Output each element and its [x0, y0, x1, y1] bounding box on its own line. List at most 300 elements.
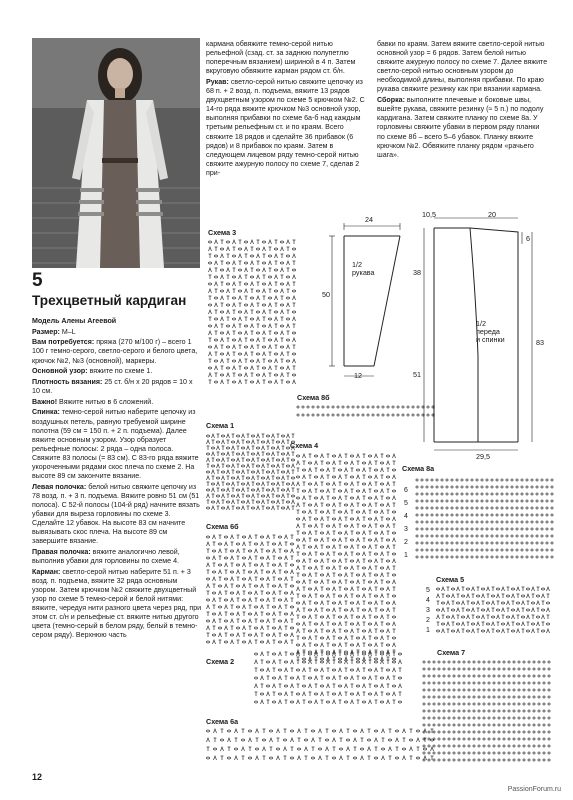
crochet-symbol	[212, 488, 215, 492]
crochet-symbol	[249, 598, 252, 602]
crochet-symbol	[268, 318, 271, 320]
crochet-symbol	[266, 435, 269, 437]
crochet-symbol	[332, 730, 335, 732]
crochet-symbol	[363, 668, 366, 672]
crochet-symbol	[285, 598, 288, 602]
crochet-symbol	[332, 539, 335, 541]
crochet-symbol	[325, 739, 328, 741]
crochet-symbol	[287, 282, 290, 286]
crochet-symbol	[374, 730, 377, 732]
crochet-symbol	[375, 587, 378, 591]
crochet-symbol	[462, 695, 466, 699]
crochet-symbol	[216, 477, 219, 479]
crochet-symbol	[447, 730, 451, 734]
crochet-symbol	[267, 605, 270, 609]
crochet-symbol	[273, 612, 276, 616]
crochet-symbol	[445, 485, 449, 489]
crochet-symbol	[391, 413, 395, 417]
crochet-symbol	[208, 283, 211, 285]
crochet-symbol	[215, 247, 218, 251]
crochet-symbol	[256, 738, 259, 742]
crochet-symbol	[500, 541, 504, 545]
crochet-symbol	[306, 413, 310, 417]
crochet-symbol	[506, 595, 509, 597]
crochet-symbol	[296, 669, 299, 671]
crochet-symbol	[278, 578, 281, 580]
crochet-symbol	[374, 574, 377, 576]
crochet-symbol	[244, 367, 247, 369]
crochet-symbol	[432, 723, 436, 727]
crochet-symbol	[527, 716, 531, 720]
crochet-symbol	[369, 676, 372, 680]
crochet-symbol	[219, 556, 222, 560]
crochet-symbol	[550, 527, 554, 531]
crochet-symbol	[457, 615, 460, 619]
crochet-symbol	[393, 580, 396, 584]
crochet-symbol	[285, 626, 288, 630]
crochet-symbol	[267, 535, 270, 539]
crochet-symbol	[522, 629, 525, 633]
crochet-symbol	[290, 627, 293, 629]
crochet-symbol	[406, 405, 410, 409]
crochet-symbol	[381, 496, 384, 500]
crochet-symbol	[362, 462, 365, 464]
crochet-symbol	[263, 352, 266, 356]
crochet-symbol	[442, 660, 446, 664]
crochet-symbol	[522, 702, 526, 706]
crochet-symbol	[242, 470, 245, 474]
crochet-symbol	[440, 548, 444, 552]
crochet-symbol	[252, 458, 255, 462]
crochet-symbol	[332, 644, 335, 646]
crochet-symbol	[315, 545, 318, 549]
crochet-symbol	[422, 730, 426, 734]
crochet-symbol	[446, 595, 449, 597]
crochet-symbol	[247, 506, 250, 510]
crochet-symbol	[512, 681, 516, 685]
crochet-symbol	[522, 688, 526, 692]
crochet-symbol	[260, 536, 263, 538]
crochet-symbol	[212, 634, 215, 636]
crochet-symbol	[208, 241, 211, 243]
crochet-symbol	[274, 353, 277, 355]
crochet-symbol	[214, 276, 217, 278]
crochet-symbol	[541, 609, 544, 611]
crochet-symbol	[315, 594, 318, 598]
crochet-symbol	[356, 490, 359, 492]
crochet-symbol	[212, 506, 215, 510]
crochet-symbol	[296, 693, 299, 695]
crochet-symbol	[472, 702, 476, 706]
crochet-symbol	[231, 598, 234, 602]
crochet-symbol	[297, 566, 300, 570]
crochet-symbol	[207, 542, 210, 546]
crochet-symbol	[280, 262, 283, 264]
crochet-symbol	[251, 261, 254, 265]
crochet-symbol	[425, 478, 429, 482]
crochet-symbol	[550, 506, 554, 510]
crochet-symbol	[357, 482, 360, 486]
crochet-symbol	[266, 489, 269, 491]
crochet-symbol	[547, 660, 551, 664]
crochet-symbol	[247, 482, 250, 486]
crochet-symbol	[269, 324, 272, 328]
crochet-symbol	[517, 716, 521, 720]
crochet-symbol	[381, 573, 384, 577]
crochet-symbol	[357, 517, 360, 521]
crochet-symbol	[321, 601, 324, 605]
crochet-symbol	[315, 676, 318, 680]
crochet-symbol	[233, 282, 236, 286]
crochet-symbol	[339, 587, 342, 591]
crochet-symbol	[467, 594, 470, 598]
crochet-symbol	[262, 452, 265, 456]
crochet-symbol	[275, 282, 278, 286]
crochet-symbol	[537, 608, 540, 612]
crochet-symbol	[339, 650, 342, 654]
crochet-symbol	[281, 373, 284, 377]
crochet-symbol	[492, 601, 495, 605]
crochet-symbol	[457, 674, 461, 678]
crochet-symbol	[293, 359, 296, 363]
crochet-symbol	[345, 559, 348, 563]
crochet-symbol	[245, 247, 248, 251]
crochet-symbol	[242, 494, 245, 498]
paragraph-main-pattern: Основной узор: вяжите по схеме 1.	[32, 367, 153, 376]
crochet-symbol	[271, 501, 274, 503]
crochet-symbol	[535, 485, 539, 489]
crochet-symbol	[245, 373, 248, 377]
crochet-symbol	[248, 550, 251, 552]
crochet-symbol	[345, 692, 348, 696]
crochet-symbol	[545, 555, 549, 559]
crochet-symbol	[287, 470, 290, 474]
crochet-symbol	[215, 303, 218, 307]
crochet-symbol	[437, 695, 441, 699]
crochet-symbol	[339, 748, 342, 750]
crochet-symbol	[257, 303, 260, 307]
crochet-symbol	[339, 503, 342, 507]
crochet-symbol	[507, 744, 511, 748]
crochet-symbol	[422, 695, 426, 699]
crochet-symbol	[232, 297, 235, 299]
crochet-symbol	[422, 660, 426, 664]
crochet-symbol	[476, 616, 479, 618]
crochet-symbol	[267, 494, 270, 498]
crochet-symbol	[461, 616, 464, 618]
crochet-symbol	[345, 517, 348, 521]
crochet-symbol	[535, 499, 539, 503]
crochet-symbol	[381, 413, 385, 417]
crochet-symbol	[450, 520, 454, 524]
crochet-symbol	[542, 744, 546, 748]
crochet-symbol	[477, 587, 480, 591]
crochet-symbol	[302, 574, 305, 576]
crochet-symbol	[415, 555, 419, 559]
crochet-symbol	[339, 482, 342, 486]
crochet-symbol	[550, 520, 554, 524]
crochet-symbol	[219, 591, 222, 595]
crochet-symbol	[512, 737, 516, 741]
crochet-symbol	[527, 702, 531, 706]
crochet-symbol	[309, 636, 312, 640]
crochet-symbol	[236, 585, 239, 587]
crochet-symbol	[339, 454, 342, 458]
crochet-symbol	[425, 527, 429, 531]
crochet-symbol	[227, 338, 230, 342]
crochet-symbol	[351, 650, 354, 654]
crochet-symbol	[308, 609, 311, 611]
crochet-symbol	[227, 458, 230, 462]
crochet-symbol	[221, 366, 224, 370]
crochet-symbol	[545, 513, 549, 517]
crochet-symbol	[480, 513, 484, 517]
crochet-symbol	[290, 606, 293, 608]
crochet-symbol	[209, 338, 212, 342]
crochet-symbol	[298, 756, 301, 760]
crochet-symbol	[368, 518, 371, 520]
crochet-symbol	[338, 490, 341, 492]
crochet-symbol	[221, 756, 224, 760]
crochet-symbol	[374, 757, 377, 759]
crochet-symbol	[261, 459, 264, 461]
crochet-symbol	[321, 608, 324, 612]
crochet-symbol	[455, 534, 459, 538]
crochet-symbol	[301, 405, 305, 409]
crochet-symbol	[217, 482, 220, 486]
crochet-symbol	[406, 413, 410, 417]
crochet-symbol	[219, 640, 222, 644]
crochet-symbol	[297, 587, 300, 591]
crochet-symbol	[303, 538, 306, 542]
crochet-symbol	[207, 476, 210, 480]
crochet-symbol	[442, 758, 446, 762]
crochet-symbol	[269, 331, 272, 335]
crochet-symbol	[233, 303, 236, 307]
crochet-symbol	[362, 609, 365, 611]
crochet-symbol	[455, 548, 459, 552]
crochet-symbol	[251, 247, 254, 251]
crochet-symbol	[520, 555, 524, 559]
crochet-symbol	[249, 640, 252, 644]
crochet-symbol	[502, 608, 505, 612]
crochet-symbol	[386, 413, 390, 417]
crochet-symbol	[284, 550, 287, 552]
crochet-symbol	[284, 661, 287, 663]
crochet-symbol	[298, 738, 301, 742]
crochet-symbol	[272, 653, 275, 655]
crochet-symbol	[227, 310, 230, 314]
crochet-symbol	[387, 489, 390, 493]
crochet-symbol	[403, 729, 406, 733]
crochet-symbol	[254, 677, 257, 679]
crochet-symbol	[262, 283, 265, 285]
crochet-symbol	[231, 535, 234, 539]
crochet-symbol	[339, 668, 342, 672]
crochet-symbol	[291, 591, 294, 595]
crochet-symbol	[380, 701, 383, 703]
crochet-symbol	[477, 622, 480, 626]
crochet-symbol	[545, 527, 549, 531]
crochet-symbol	[298, 729, 301, 733]
crochet-symbol	[207, 747, 210, 751]
crochet-symbol	[502, 688, 506, 692]
crochet-symbol	[542, 681, 546, 685]
crochet-symbol	[315, 650, 318, 654]
crochet-symbol	[427, 730, 431, 734]
crochet-symbol	[381, 615, 384, 619]
crochet-symbol	[351, 461, 354, 465]
crochet-symbol	[396, 738, 399, 742]
crochet-symbol	[380, 588, 383, 590]
crochet-symbol	[315, 503, 318, 507]
crochet-symbol	[393, 475, 396, 479]
crochet-symbol	[517, 751, 521, 755]
crochet-symbol	[287, 494, 290, 498]
crochet-symbol	[435, 548, 439, 552]
crochet-symbol	[327, 636, 330, 640]
crochet-symbol	[440, 492, 444, 496]
crochet-symbol	[338, 553, 341, 555]
crochet-symbol	[227, 359, 230, 363]
crochet-symbol	[327, 510, 330, 514]
crochet-symbol	[338, 595, 341, 597]
crochet-symbol	[363, 594, 366, 598]
crochet-symbol	[490, 492, 494, 496]
crochet-symbol	[380, 567, 383, 569]
crochet-symbol	[502, 702, 506, 706]
crochet-symbol	[262, 325, 265, 327]
crochet-symbol	[381, 538, 384, 542]
crochet-symbol	[495, 499, 499, 503]
crochet-symbol	[470, 485, 474, 489]
crochet-symbol	[455, 499, 459, 503]
crochet-symbol	[487, 758, 491, 762]
crochet-symbol	[327, 580, 330, 584]
crochet-symbol	[291, 459, 294, 461]
crochet-symbol	[231, 605, 234, 609]
crochet-symbol	[292, 506, 295, 510]
crochet-symbol	[249, 556, 252, 560]
crochet-symbol	[267, 676, 270, 680]
crochet-symbol	[241, 447, 244, 449]
crochet-symbol	[492, 737, 496, 741]
bottom-width: 29,5	[476, 452, 490, 461]
crochet-symbol	[218, 585, 221, 587]
crochet-symbol	[515, 478, 519, 482]
crochet-symbol	[280, 283, 283, 285]
crochet-symbol	[242, 434, 245, 438]
crochet-symbol	[291, 619, 294, 623]
crochet-symbol	[500, 548, 504, 552]
crochet-symbol	[387, 524, 390, 528]
crochet-symbol	[542, 695, 546, 699]
crochet-symbol	[467, 709, 471, 713]
crochet-symbol	[207, 626, 210, 630]
crochet-symbol	[345, 510, 348, 514]
crochet-symbol	[425, 548, 429, 552]
crochet-symbol	[500, 492, 504, 496]
crochet-symbol	[263, 289, 266, 293]
crochet-symbol	[309, 496, 312, 500]
crochet-symbol	[415, 478, 419, 482]
crochet-symbol	[485, 520, 489, 524]
crochet-symbol	[527, 709, 531, 713]
crochet-symbol	[279, 660, 282, 664]
crochet-symbol	[297, 676, 300, 680]
crochet-symbol	[505, 541, 509, 545]
crochet-symbol	[248, 634, 251, 636]
crochet-symbol	[540, 478, 544, 482]
crochet-symbol	[281, 435, 284, 437]
crochet-symbol	[251, 331, 254, 335]
crochet-symbol	[415, 492, 419, 496]
crochet-symbol	[297, 503, 300, 507]
crochet-symbol	[237, 570, 240, 574]
crochet-symbol	[452, 681, 456, 685]
crochet-symbol	[263, 296, 266, 300]
crochet-symbol	[222, 476, 225, 480]
crochet-symbol	[362, 651, 365, 653]
crochet-symbol	[287, 240, 290, 244]
crochet-symbol	[490, 534, 494, 538]
crochet-symbol	[441, 602, 444, 604]
crochet-symbol	[467, 751, 471, 755]
crochet-symbol	[356, 553, 359, 555]
crochet-symbol	[222, 482, 225, 486]
crochet-symbol	[269, 345, 272, 349]
crochet-symbol	[389, 729, 392, 733]
crochet-symbol	[221, 296, 224, 300]
crochet-symbol	[511, 630, 514, 632]
crochet-symbol	[445, 492, 449, 496]
crochet-symbol	[281, 254, 284, 258]
crochet-symbol	[212, 470, 215, 474]
crochet-symbol	[497, 730, 501, 734]
crochet-symbol	[267, 542, 270, 546]
crochet-symbol	[321, 700, 324, 704]
crochet-symbol	[228, 747, 231, 751]
crochet-symbol	[422, 674, 426, 678]
crochet-symbol	[387, 650, 390, 654]
crochet-symbol	[386, 455, 389, 457]
crochet-symbol	[369, 566, 372, 570]
crochet-symbol	[315, 552, 318, 556]
crochet-symbol	[225, 584, 228, 588]
crochet-symbol	[251, 289, 254, 293]
crochet-symbol	[381, 657, 384, 661]
crochet-symbol	[277, 756, 280, 760]
crochet-symbol	[386, 539, 389, 541]
crochet-symbol	[273, 660, 276, 664]
crochet-symbol	[422, 751, 426, 755]
crochet-symbol	[420, 485, 424, 489]
crochet-symbol	[266, 453, 269, 455]
crochet-symbol	[445, 513, 449, 517]
crochet-symbol	[279, 549, 282, 553]
crochet-symbol	[420, 506, 424, 510]
crochet-symbol	[477, 695, 481, 699]
crochet-symbol	[450, 485, 454, 489]
crochet-symbol	[387, 482, 390, 486]
crochet-symbol	[309, 559, 312, 563]
crochet-symbol	[497, 716, 501, 720]
crochet-symbol	[520, 520, 524, 524]
crochet-symbol	[314, 623, 317, 625]
crochet-symbol	[230, 592, 233, 594]
crochet-symbol	[450, 527, 454, 531]
crochet-symbol	[238, 290, 241, 292]
